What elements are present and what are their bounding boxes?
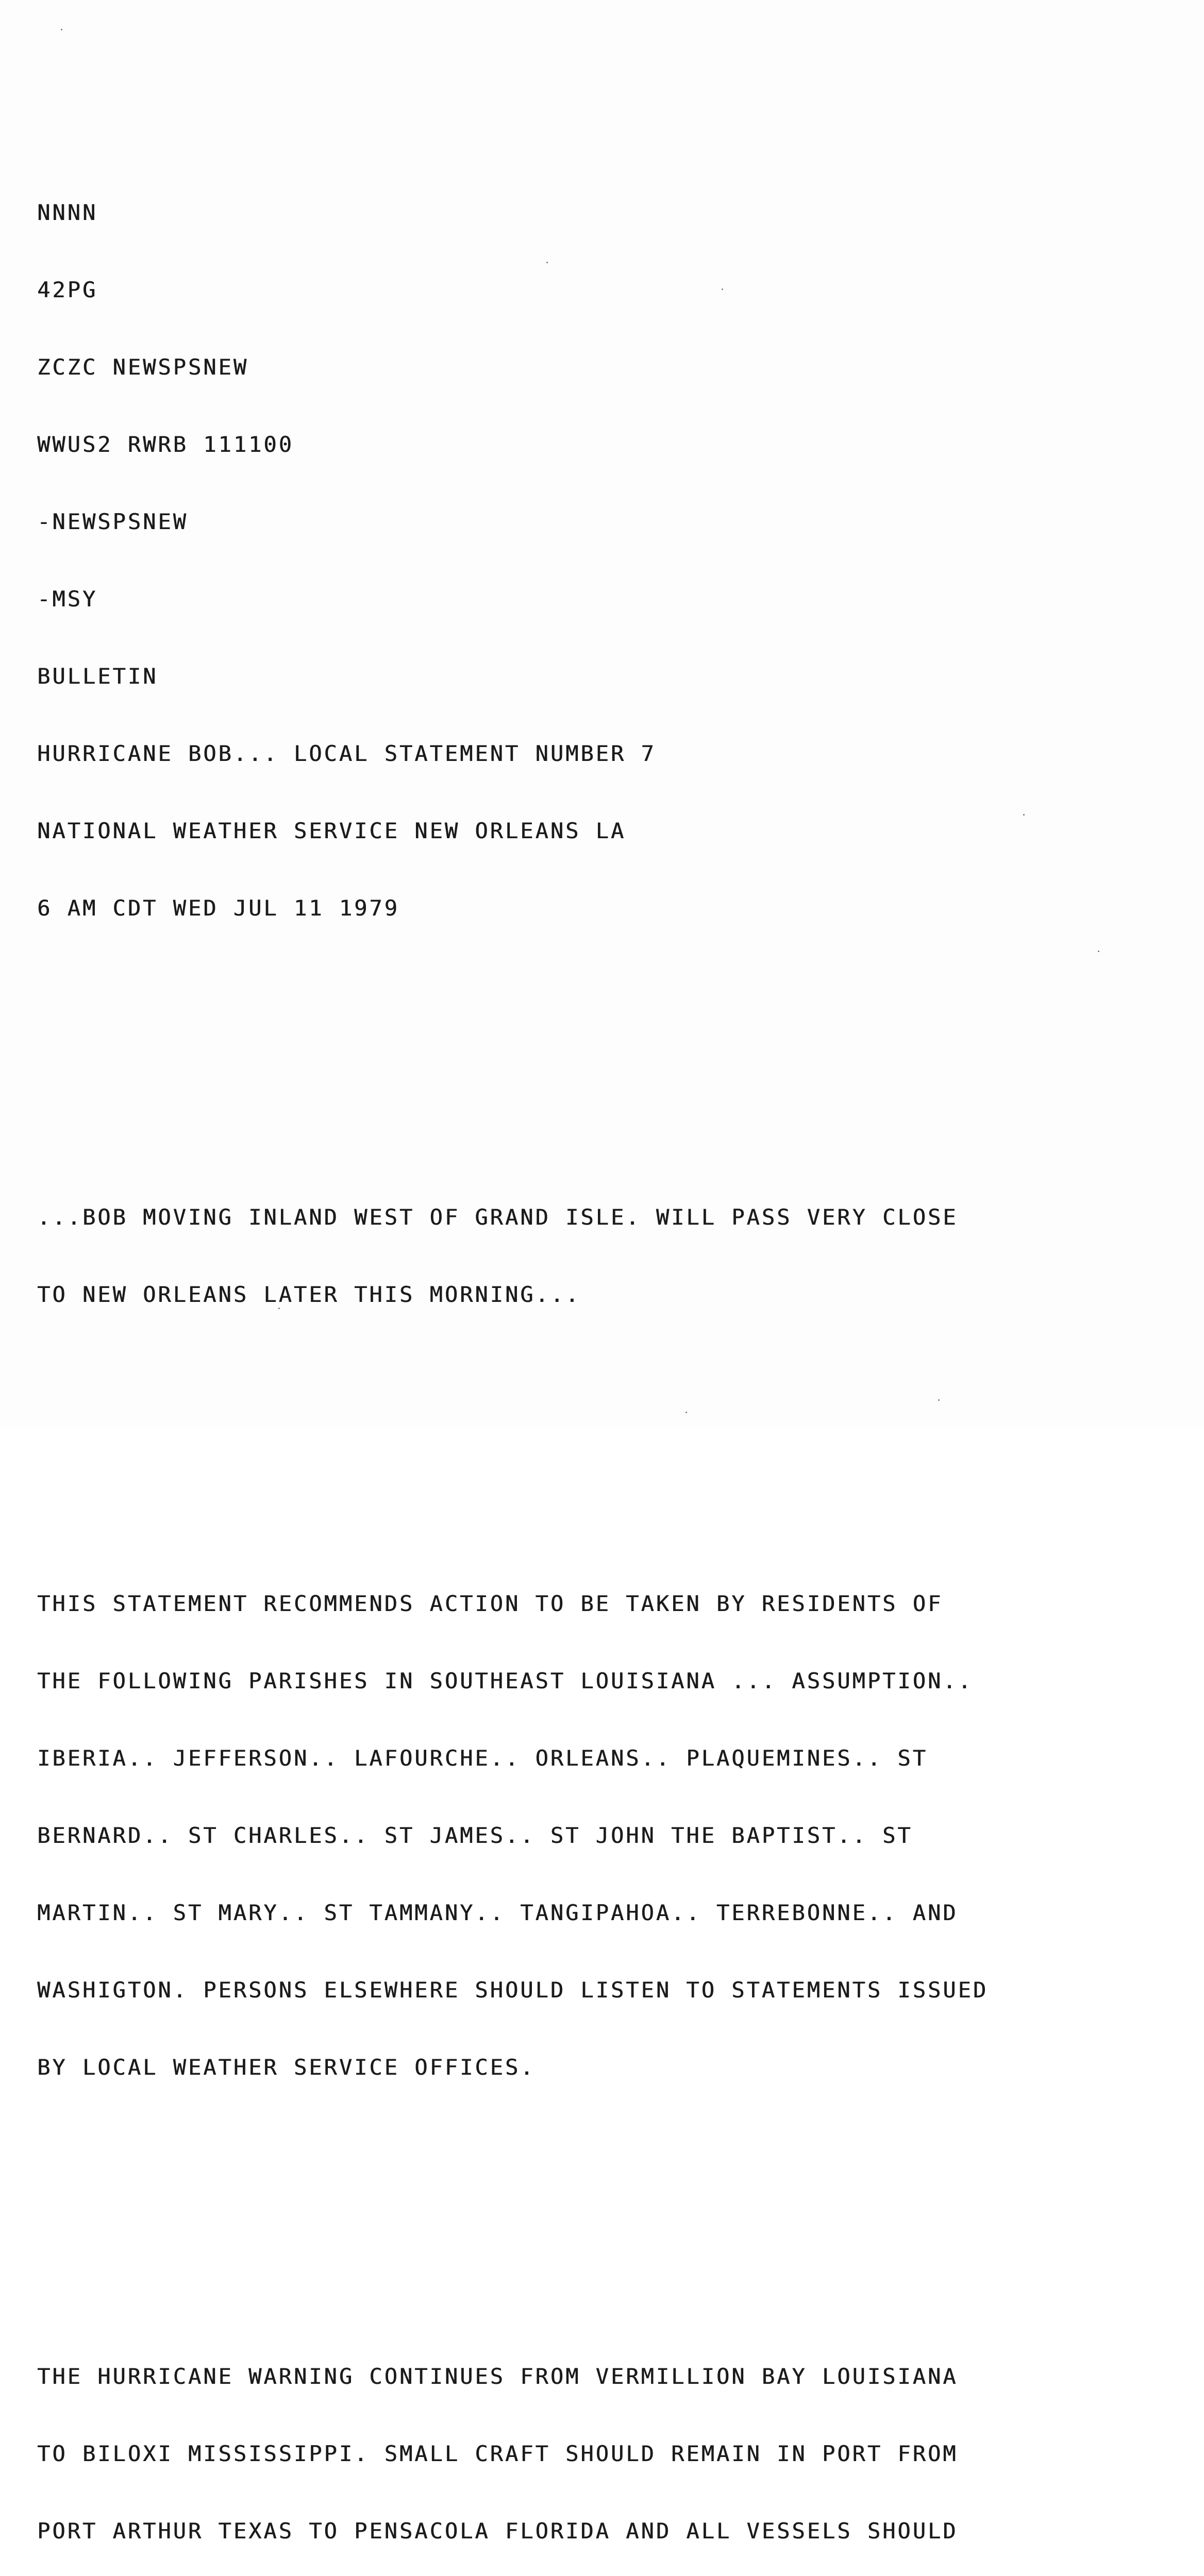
paragraph-line: THIS STATEMENT RECOMMENDS ACTION TO BE TAKEN BY RESIDENTS OF [37, 1591, 943, 1616]
warning-paragraph [37, 2312, 1181, 2576]
paragraph-line: TO NEW ORLEANS LATER THIS MORNING... [37, 1282, 581, 1307]
scan-speck [1098, 951, 1099, 952]
paragraph-line: THE FOLLOWING PARISHES IN SOUTHEAST LOUISIANA ... ASSUMPTION.. [37, 1668, 973, 1693]
paragraph-line: PORT ARTHUR TEXAS TO PENSACOLA FLORIDA AND ALL VESSELS SHOULD [37, 2518, 958, 2544]
header-block [37, 148, 1181, 973]
header-line: 42PG [37, 277, 98, 302]
paragraph-line: IBERIA.. JEFFERSON.. LAFOURCHE.. ORLEANS.. PLAQUEMINES.. ST [37, 1745, 928, 1771]
header-line: ZCZC NEWSPSNEW [37, 354, 249, 380]
bulletin-text [37, 71, 1181, 2576]
statement-title: HURRICANE BOB... LOCAL STATEMENT NUMBER 7 [37, 741, 656, 766]
header-line: NNNN [37, 200, 98, 225]
header-line: -MSY [37, 586, 98, 612]
scan-speck [61, 29, 62, 30]
issue-time: 6 AM CDT WED JUL 11 1979 [37, 895, 399, 921]
paragraph-line: TO BILOXI MISSISSIPPI. SMALL CRAFT SHOULD REMAIN IN PORT FROM [37, 2441, 958, 2466]
header-line: WWUS2 RWRB 111100 [37, 432, 294, 457]
issuing-office: NATIONAL WEATHER SERVICE NEW ORLEANS LA [37, 818, 626, 843]
scan-speck [685, 1412, 687, 1413]
parishes-paragraph [37, 1539, 1181, 2132]
paragraph-line: MARTIN.. ST MARY.. ST TAMMANY.. TANGIPAHOA.. TERREBONNE.. AND [37, 1900, 958, 1925]
headline-paragraph [37, 1153, 1181, 1359]
paragraph-line: WASHIGTON. PERSONS ELSEWHERE SHOULD LISTEN TO STATEMENTS ISSUED [37, 1977, 989, 2003]
scan-speck [938, 1399, 940, 1401]
paragraph-line: THE HURRICANE WARNING CONTINUES FROM VERMILLION BAY LOUISIANA [37, 2364, 958, 2389]
paragraph-line: BY LOCAL WEATHER SERVICE OFFICES. [37, 2055, 536, 2080]
scan-speck [278, 1308, 280, 1309]
scan-speck [722, 289, 723, 290]
paragraph-line: BERNARD.. ST CHARLES.. ST JAMES.. ST JOHN THE BAPTIST.. ST [37, 1823, 913, 1848]
header-line: -NEWSPSNEW [37, 509, 188, 534]
scan-speck [1023, 814, 1025, 816]
paragraph-line: ...BOB MOVING INLAND WEST OF GRAND ISLE. WILL PASS VERY CLOSE [37, 1205, 958, 1230]
bulletin-label: BULLETIN [37, 664, 158, 689]
scan-speck [546, 262, 548, 263]
